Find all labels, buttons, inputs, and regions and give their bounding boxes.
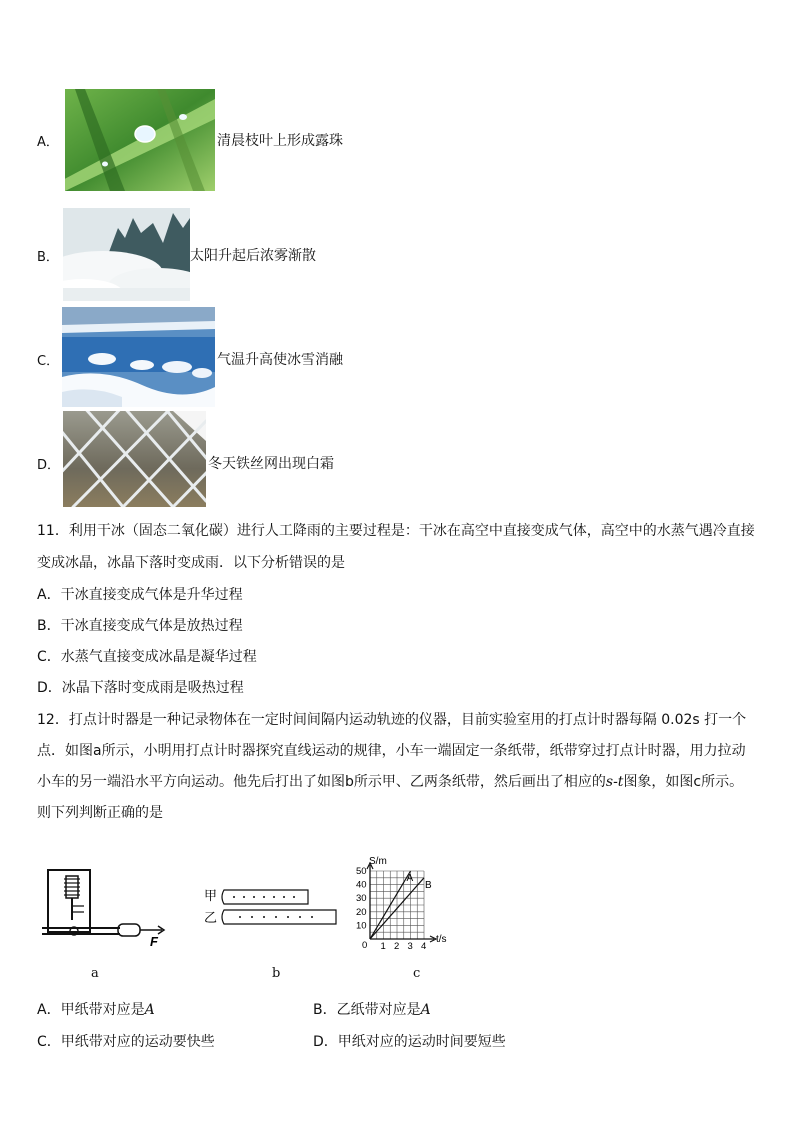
- y-tick-label: 20: [356, 906, 367, 918]
- dewdrop-leaf-photo: [65, 89, 215, 191]
- y-tick-label: 50: [356, 866, 367, 877]
- q11-option-a: A．干冰直接变成气体是升华过程: [37, 587, 243, 603]
- frost-wire-fence-photo: [63, 411, 206, 507]
- q12-option-a-italic: A: [144, 1002, 155, 1018]
- snow-river-photo: [62, 307, 215, 407]
- y-tick-label: 30: [356, 893, 367, 905]
- q12-option-c: C．甲纸带对应的运动要快些: [37, 1034, 215, 1050]
- q12-stem-line1: 12．打点计时器是一种记录物体在一定时间间隔内运动轨迹的仪器，目前实验室用的打点计时器每隔 0.02s 打一个: [37, 712, 747, 728]
- y-tick-label: 40: [356, 879, 367, 891]
- chart-grid: [370, 871, 424, 939]
- option-caption: 太阳升起后浓雾渐散: [190, 248, 316, 264]
- y-axis-label: S/m: [369, 856, 387, 867]
- option-letter: B．: [37, 250, 59, 265]
- tape-yi-label: 乙: [204, 910, 218, 925]
- x-tick-label: 3: [407, 941, 413, 951]
- q12-stem-line3-part2: 图象，如图c所示。: [623, 774, 744, 790]
- x-axis-label: t/s: [436, 934, 447, 945]
- q12-stem-line3-part1: 小车的另一端沿水平方向运动。他先后打出了如图b所示甲、乙两条纸带，然后画出了相应的: [37, 774, 606, 790]
- figure-b-label: b: [272, 966, 281, 981]
- figure-a-label: a: [91, 966, 99, 981]
- option-caption: 清晨枝叶上形成露珠: [217, 133, 343, 149]
- series-label-a: A: [406, 873, 414, 884]
- q12-stem-line3: [37, 771, 743, 791]
- figure-b-paper-tapes: [200, 884, 340, 930]
- q12-option-a-text: A．甲纸带对应是: [37, 1002, 145, 1018]
- q12-option-b-text: B．乙纸带对应是: [313, 1002, 421, 1018]
- q12-stem-line2: 点．如图a所示，小明用打点计时器探究直线运动的规律，小车一端固定一条纸带，纸带穿过打点计时器，用力拉动: [37, 743, 746, 759]
- q12-option-b: [313, 999, 431, 1019]
- option-letter: C．: [37, 354, 60, 369]
- q11-option-c: C．水蒸气直接变成冰晶是凝华过程: [37, 649, 257, 665]
- figure-a-ticker-timer: [40, 862, 170, 950]
- option-letter: D．: [37, 458, 61, 473]
- series-label-b: B: [425, 879, 432, 891]
- option-caption: 气温升高使冰雪消融: [217, 352, 343, 368]
- q11-option-b: B．干冰直接变成气体是放热过程: [37, 618, 243, 634]
- option-letter: A．: [37, 135, 59, 150]
- q11-option-d: D．冰晶下落时变成雨是吸热过程: [37, 680, 244, 696]
- y-tick-label: 0: [362, 940, 368, 951]
- tape-jia-label: 甲: [204, 888, 218, 903]
- x-tick-label: 1: [380, 941, 386, 951]
- q12-option-a: [37, 999, 155, 1019]
- figure-c-label: c: [413, 966, 421, 981]
- st-symbol: s-t: [605, 774, 624, 790]
- mountain-fog-photo: [63, 208, 190, 301]
- x-tick-label: 4: [421, 941, 427, 951]
- option-caption: 冬天铁丝网出现白霜: [208, 456, 334, 472]
- x-tick-label: 2: [394, 941, 400, 951]
- q11-stem-line1: 11．利用干冰（固态二氧化碳）进行人工降雨的主要过程是：干冰在高空中直接变成气体，高空中的水蒸气遇冷直接: [37, 523, 755, 539]
- q12-stem-line4: 则下列判断正确的是: [37, 805, 163, 821]
- y-tick-label: 10: [356, 920, 367, 932]
- force-label: F: [150, 934, 158, 949]
- q12-option-d: D．甲纸对应的运动时间要短些: [313, 1034, 506, 1050]
- q12-option-b-italic: A: [420, 1002, 431, 1018]
- q11-stem-line2: 变成冰晶，冰晶下落时变成雨．以下分析错误的是: [37, 555, 345, 571]
- figure-c-st-graph: [350, 855, 460, 951]
